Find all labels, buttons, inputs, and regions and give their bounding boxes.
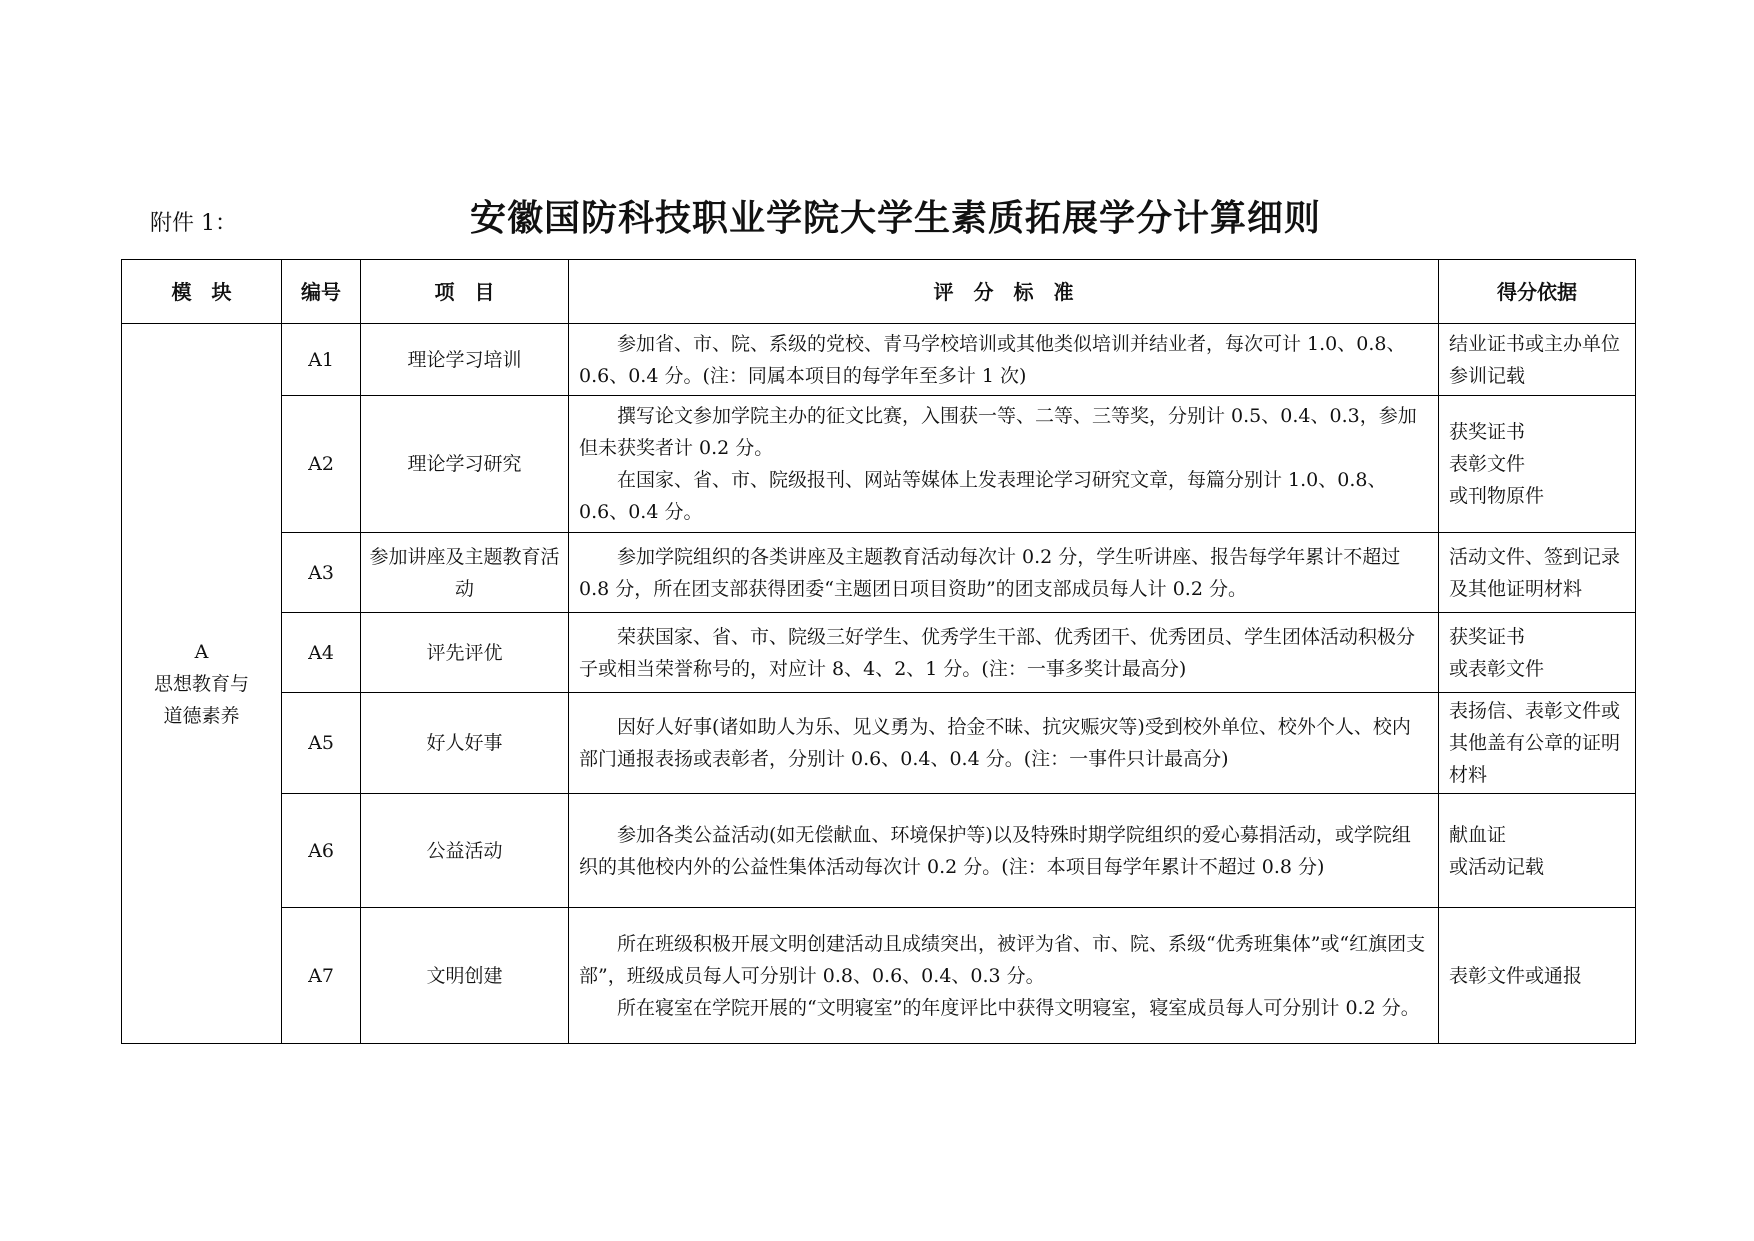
module-name-line1: 思想教育与 xyxy=(153,672,249,695)
table-row xyxy=(122,908,1636,1044)
module-name-line2: 道德素养 xyxy=(163,704,240,727)
basis-line: 活动文件、签到记录及其他证明材料 xyxy=(1449,545,1621,600)
row-code: A7 xyxy=(282,908,361,1044)
module-cell xyxy=(122,324,282,1044)
table-header-row xyxy=(122,260,1636,324)
row-code: A5 xyxy=(282,693,361,794)
row-code: A2 xyxy=(282,396,361,533)
basis-line: 表彰文件或通报 xyxy=(1449,964,1583,987)
table-row xyxy=(122,613,1636,693)
row-criteria xyxy=(569,396,1439,533)
row-basis xyxy=(1439,613,1636,693)
row-criteria xyxy=(569,794,1439,908)
attachment-label: 附件 1： xyxy=(150,211,237,236)
row-item: 好人好事 xyxy=(361,693,569,794)
criteria-paragraph: 因好人好事(诸如助人为乐、见义勇为、拾金不昧、抗灾赈灾等)受到校外单位、校外个人、校内部门通报表扬或表彰者，分别计 0.6、0.4、0.4 分。(注：一事件只计最高分) xyxy=(579,716,1411,770)
basis-line: 表扬信、表彰文件或其他盖有公章的证明材料 xyxy=(1449,700,1621,786)
module-code: A xyxy=(194,640,209,663)
basis-line: 获奖证书 xyxy=(1449,625,1526,648)
row-criteria xyxy=(569,613,1439,693)
table-row xyxy=(122,693,1636,794)
criteria-paragraph: 撰写论文参加学院主办的征文比赛，入围获一等、二等、三等奖，分别计 0.5、0.4、0.3，参加但未获奖者计 0.2 分。 xyxy=(579,405,1417,459)
basis-line: 献血证 xyxy=(1449,823,1507,846)
row-item: 理论学习研究 xyxy=(361,396,569,533)
row-basis xyxy=(1439,908,1636,1044)
row-code: A3 xyxy=(282,533,361,613)
row-basis xyxy=(1439,533,1636,613)
row-basis xyxy=(1439,324,1636,396)
criteria-paragraph: 荣获国家、省、市、院级三好学生、优秀学生干部、优秀团干、优秀团员、学生团体活动积极分子或相当荣誉称号的，对应计 8、4、2、1 分。(注：一事多奖计最高分) xyxy=(579,625,1416,680)
row-item: 理论学习培训 xyxy=(361,324,569,396)
basis-line: 表彰文件 xyxy=(1449,453,1526,475)
table-row xyxy=(122,324,1636,396)
row-item: 公益活动 xyxy=(361,794,569,908)
table-row xyxy=(122,396,1636,533)
basis-line: 结业证书或主办单位参训记载 xyxy=(1449,332,1621,387)
basis-line: 或活动记载 xyxy=(1449,855,1545,878)
credit-rules-table xyxy=(121,259,1636,1044)
row-item: 文明创建 xyxy=(361,908,569,1044)
criteria-paragraph: 参加各类公益活动(如无偿献血、环境保护等)以及特殊时期学院组织的爱心募捐活动，或学院组织的其他校内外的公益性集体活动每次计 0.2 分。(注：本项目每学年累计不超过 0.8 分) xyxy=(579,823,1411,878)
row-item: 评先评优 xyxy=(361,613,569,693)
table-row xyxy=(122,794,1636,908)
criteria-paragraph: 所在班级积极开展文明创建活动且成绩突出，被评为省、市、院、系级“优秀班集体”或“红旗团支部”，班级成员每人可分别计 0.8、0.6、0.4、0.3 分。 xyxy=(579,932,1426,987)
basis-line: 或表彰文件 xyxy=(1449,657,1545,680)
row-criteria xyxy=(569,693,1439,794)
row-item: 参加讲座及主题教育活动 xyxy=(361,533,569,613)
criteria-paragraph: 参加省、市、院、系级的党校、青马学校培训或其他类似培训并结业者，每次可计 1.0、0.8、0.6、0.4 分。(注：同属本项目的每学年至多计 1 次) xyxy=(579,332,1406,387)
basis-line: 获奖证书 xyxy=(1449,421,1526,443)
criteria-paragraph: 在国家、省、市、院级报刊、网站等媒体上发表理论学习研究文章，每篇分别计 1.0、0.8、0.6、0.4 分。 xyxy=(579,469,1387,523)
criteria-paragraph: 所在寝室在学院开展的“文明寝室”的年度评比中获得文明寝室，寝室成员每人可分别计 0.2 分。 xyxy=(617,996,1420,1019)
header-item: 项 目 xyxy=(361,260,569,324)
header-criteria: 评 分 标 准 xyxy=(569,260,1439,324)
header-code: 编号 xyxy=(282,260,361,324)
row-code: A1 xyxy=(282,324,361,396)
row-code: A6 xyxy=(282,794,361,908)
row-criteria xyxy=(569,908,1439,1044)
header-basis: 得分依据 xyxy=(1439,260,1636,324)
row-basis xyxy=(1439,794,1636,908)
row-criteria xyxy=(569,533,1439,613)
basis-line: 或刊物原件 xyxy=(1449,485,1545,507)
criteria-paragraph: 参加学院组织的各类讲座及主题教育活动每次计 0.2 分，学生听讲座、报告每学年累计不超过 0.8 分，所在团支部获得团委“主题团日项目资助”的团支部成员每人计 0.2 分。 xyxy=(579,545,1401,600)
row-basis xyxy=(1439,396,1636,533)
row-code: A4 xyxy=(282,613,361,693)
row-basis xyxy=(1439,693,1636,794)
header-module: 模 块 xyxy=(122,260,282,324)
document-title: 安徽国防科技职业学院大学生素质拓展学分计算细则 xyxy=(470,198,1322,239)
table-row xyxy=(122,533,1636,613)
row-criteria xyxy=(569,324,1439,396)
